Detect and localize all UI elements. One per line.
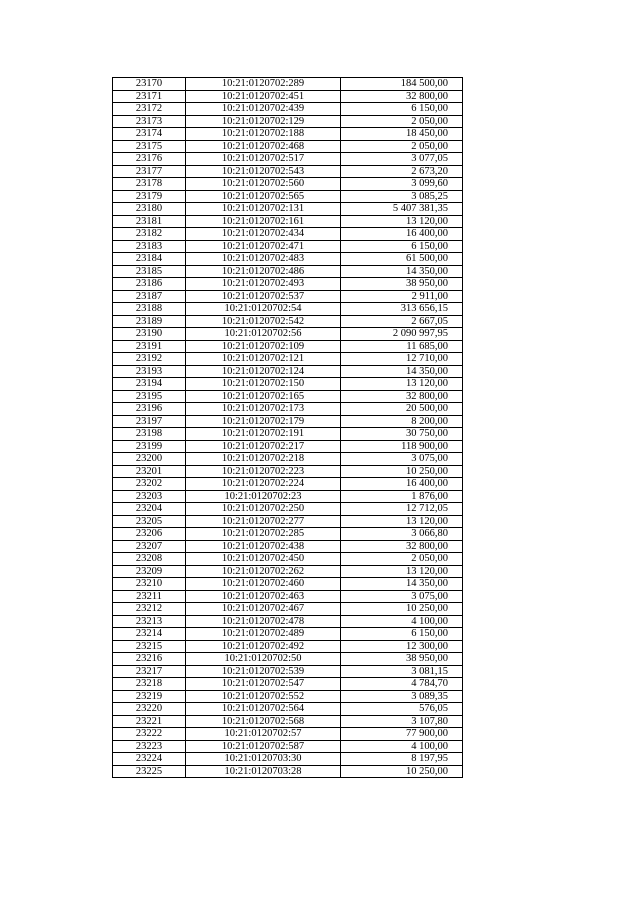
table-row xyxy=(113,703,463,716)
cadastral-number-cell: 10:21:0120702:57 xyxy=(186,728,341,741)
table-row xyxy=(113,78,463,91)
row-number-cell: 23197 xyxy=(113,415,186,428)
amount-cell: 2 050,00 xyxy=(341,553,463,566)
table-row xyxy=(113,103,463,116)
table-row xyxy=(113,90,463,103)
cadastral-number-cell: 10:21:0120702:150 xyxy=(186,378,341,391)
row-number-cell: 23204 xyxy=(113,503,186,516)
amount-cell: 1 876,00 xyxy=(341,490,463,503)
cadastral-number-cell: 10:21:0120702:434 xyxy=(186,228,341,241)
row-number-cell: 23222 xyxy=(113,728,186,741)
row-number-cell: 23215 xyxy=(113,640,186,653)
amount-cell: 3 066,80 xyxy=(341,528,463,541)
table-row xyxy=(113,128,463,141)
cadastral-number-cell: 10:21:0120702:451 xyxy=(186,90,341,103)
cadastral-number-cell: 10:21:0120702:478 xyxy=(186,615,341,628)
table-row xyxy=(113,428,463,441)
amount-cell: 8 197,95 xyxy=(341,753,463,766)
table-row xyxy=(113,165,463,178)
cadastral-number-cell: 10:21:0120702:50 xyxy=(186,653,341,666)
amount-cell: 12 712,05 xyxy=(341,503,463,516)
table-row xyxy=(113,465,463,478)
amount-cell: 2 050,00 xyxy=(341,140,463,153)
table-row xyxy=(113,590,463,603)
amount-cell: 13 120,00 xyxy=(341,565,463,578)
row-number-cell: 23200 xyxy=(113,453,186,466)
cadastral-number-cell: 10:21:0120702:109 xyxy=(186,340,341,353)
row-number-cell: 23194 xyxy=(113,378,186,391)
cadastral-number-cell: 10:21:0120702:463 xyxy=(186,590,341,603)
cadastral-number-cell: 10:21:0120702:439 xyxy=(186,103,341,116)
cadastral-number-cell: 10:21:0120702:224 xyxy=(186,478,341,491)
row-number-cell: 23189 xyxy=(113,315,186,328)
cadastral-number-cell: 10:21:0120702:552 xyxy=(186,690,341,703)
cadastral-number-cell: 10:21:0120702:539 xyxy=(186,665,341,678)
amount-cell: 4 784,70 xyxy=(341,678,463,691)
amount-cell: 3 077,05 xyxy=(341,153,463,166)
cadastral-number-cell: 10:21:0120702:587 xyxy=(186,740,341,753)
table-row xyxy=(113,615,463,628)
table-row xyxy=(113,765,463,778)
row-number-cell: 23214 xyxy=(113,628,186,641)
amount-cell: 3 107,80 xyxy=(341,715,463,728)
row-number-cell: 23205 xyxy=(113,515,186,528)
amount-cell: 4 100,00 xyxy=(341,740,463,753)
row-number-cell: 23186 xyxy=(113,278,186,291)
cadastral-number-cell: 10:21:0120702:129 xyxy=(186,115,341,128)
cadastral-number-cell: 10:21:0120702:547 xyxy=(186,678,341,691)
row-number-cell: 23216 xyxy=(113,653,186,666)
cadastral-number-cell: 10:21:0120702:467 xyxy=(186,603,341,616)
cadastral-number-cell: 10:21:0120703:30 xyxy=(186,753,341,766)
amount-cell: 32 800,00 xyxy=(341,390,463,403)
row-number-cell: 23217 xyxy=(113,665,186,678)
table-body xyxy=(113,78,463,778)
amount-cell: 8 200,00 xyxy=(341,415,463,428)
table-row xyxy=(113,303,463,316)
data-table xyxy=(112,77,463,778)
cadastral-number-cell: 10:21:0120702:23 xyxy=(186,490,341,503)
amount-cell: 10 250,00 xyxy=(341,603,463,616)
row-number-cell: 23223 xyxy=(113,740,186,753)
table-row xyxy=(113,578,463,591)
table-row xyxy=(113,365,463,378)
row-number-cell: 23218 xyxy=(113,678,186,691)
amount-cell: 20 500,00 xyxy=(341,403,463,416)
row-number-cell: 23192 xyxy=(113,353,186,366)
amount-cell: 38 950,00 xyxy=(341,278,463,291)
cadastral-number-cell: 10:21:0120702:54 xyxy=(186,303,341,316)
row-number-cell: 23181 xyxy=(113,215,186,228)
amount-cell: 13 120,00 xyxy=(341,378,463,391)
row-number-cell: 23206 xyxy=(113,528,186,541)
cadastral-number-cell: 10:21:0120702:460 xyxy=(186,578,341,591)
amount-cell: 13 120,00 xyxy=(341,215,463,228)
row-number-cell: 23172 xyxy=(113,103,186,116)
amount-cell: 18 450,00 xyxy=(341,128,463,141)
cadastral-number-cell: 10:21:0120702:450 xyxy=(186,553,341,566)
table-row xyxy=(113,640,463,653)
cadastral-number-cell: 10:21:0120702:537 xyxy=(186,290,341,303)
row-number-cell: 23188 xyxy=(113,303,186,316)
amount-cell: 32 800,00 xyxy=(341,540,463,553)
table-row xyxy=(113,665,463,678)
row-number-cell: 23195 xyxy=(113,390,186,403)
cadastral-number-cell: 10:21:0120702:161 xyxy=(186,215,341,228)
table-row xyxy=(113,528,463,541)
amount-cell: 3 089,35 xyxy=(341,690,463,703)
table-row xyxy=(113,278,463,291)
table-row xyxy=(113,265,463,278)
cadastral-number-cell: 10:21:0120702:560 xyxy=(186,178,341,191)
amount-cell: 12 300,00 xyxy=(341,640,463,653)
amount-cell: 11 685,00 xyxy=(341,340,463,353)
row-number-cell: 23212 xyxy=(113,603,186,616)
row-number-cell: 23213 xyxy=(113,615,186,628)
row-number-cell: 23174 xyxy=(113,128,186,141)
table-row xyxy=(113,353,463,366)
row-number-cell: 23177 xyxy=(113,165,186,178)
cadastral-number-cell: 10:21:0120702:489 xyxy=(186,628,341,641)
cadastral-number-cell: 10:21:0120702:438 xyxy=(186,540,341,553)
cadastral-number-cell: 10:21:0120702:564 xyxy=(186,703,341,716)
table-row xyxy=(113,653,463,666)
amount-cell: 2 090 997,95 xyxy=(341,328,463,341)
amount-cell: 5 407 381,35 xyxy=(341,203,463,216)
table-row xyxy=(113,678,463,691)
row-number-cell: 23178 xyxy=(113,178,186,191)
table-row xyxy=(113,715,463,728)
amount-cell: 10 250,00 xyxy=(341,465,463,478)
cadastral-number-cell: 10:21:0120702:285 xyxy=(186,528,341,541)
row-number-cell: 23190 xyxy=(113,328,186,341)
cadastral-number-cell: 10:21:0120702:468 xyxy=(186,140,341,153)
cadastral-number-cell: 10:21:0120702:565 xyxy=(186,190,341,203)
amount-cell: 12 710,00 xyxy=(341,353,463,366)
amount-cell: 2 050,00 xyxy=(341,115,463,128)
amount-cell: 14 350,00 xyxy=(341,265,463,278)
row-number-cell: 23207 xyxy=(113,540,186,553)
cadastral-number-cell: 10:21:0120702:483 xyxy=(186,253,341,266)
cadastral-number-cell: 10:21:0120702:56 xyxy=(186,328,341,341)
amount-cell: 14 350,00 xyxy=(341,365,463,378)
table-row xyxy=(113,628,463,641)
table-row xyxy=(113,240,463,253)
cadastral-number-cell: 10:21:0120702:124 xyxy=(186,365,341,378)
cadastral-number-cell: 10:21:0120702:250 xyxy=(186,503,341,516)
table-row xyxy=(113,690,463,703)
cadastral-number-cell: 10:21:0120702:542 xyxy=(186,315,341,328)
row-number-cell: 23220 xyxy=(113,703,186,716)
row-number-cell: 23219 xyxy=(113,690,186,703)
cadastral-number-cell: 10:21:0120702:289 xyxy=(186,78,341,91)
amount-cell: 4 100,00 xyxy=(341,615,463,628)
table-row xyxy=(113,115,463,128)
table-row xyxy=(113,328,463,341)
cadastral-number-cell: 10:21:0120703:28 xyxy=(186,765,341,778)
cadastral-number-cell: 10:21:0120702:217 xyxy=(186,440,341,453)
row-number-cell: 23224 xyxy=(113,753,186,766)
amount-cell: 6 150,00 xyxy=(341,240,463,253)
cadastral-number-cell: 10:21:0120702:191 xyxy=(186,428,341,441)
table-row xyxy=(113,290,463,303)
row-number-cell: 23198 xyxy=(113,428,186,441)
row-number-cell: 23203 xyxy=(113,490,186,503)
amount-cell: 184 500,00 xyxy=(341,78,463,91)
row-number-cell: 23180 xyxy=(113,203,186,216)
table-row xyxy=(113,478,463,491)
amount-cell: 3 085,25 xyxy=(341,190,463,203)
row-number-cell: 23171 xyxy=(113,90,186,103)
table-row xyxy=(113,215,463,228)
row-number-cell: 23225 xyxy=(113,765,186,778)
cadastral-number-cell: 10:21:0120702:121 xyxy=(186,353,341,366)
amount-cell: 2 911,00 xyxy=(341,290,463,303)
row-number-cell: 23209 xyxy=(113,565,186,578)
row-number-cell: 23211 xyxy=(113,590,186,603)
row-number-cell: 23183 xyxy=(113,240,186,253)
cadastral-number-cell: 10:21:0120702:131 xyxy=(186,203,341,216)
row-number-cell: 23193 xyxy=(113,365,186,378)
row-number-cell: 23210 xyxy=(113,578,186,591)
amount-cell: 13 120,00 xyxy=(341,515,463,528)
amount-cell: 6 150,00 xyxy=(341,628,463,641)
row-number-cell: 23173 xyxy=(113,115,186,128)
row-number-cell: 23175 xyxy=(113,140,186,153)
cadastral-number-cell: 10:21:0120702:277 xyxy=(186,515,341,528)
cadastral-number-cell: 10:21:0120702:179 xyxy=(186,415,341,428)
cadastral-number-cell: 10:21:0120702:173 xyxy=(186,403,341,416)
row-number-cell: 23187 xyxy=(113,290,186,303)
cadastral-number-cell: 10:21:0120702:543 xyxy=(186,165,341,178)
cadastral-number-cell: 10:21:0120702:492 xyxy=(186,640,341,653)
table-row xyxy=(113,153,463,166)
table-row xyxy=(113,315,463,328)
amount-cell: 3 081,15 xyxy=(341,665,463,678)
cadastral-number-cell: 10:21:0120702:493 xyxy=(186,278,341,291)
amount-cell: 32 800,00 xyxy=(341,90,463,103)
table-row xyxy=(113,503,463,516)
amount-cell: 16 400,00 xyxy=(341,478,463,491)
table-row xyxy=(113,440,463,453)
amount-cell: 3 075,00 xyxy=(341,590,463,603)
amount-cell: 3 075,00 xyxy=(341,453,463,466)
table-row xyxy=(113,140,463,153)
row-number-cell: 23185 xyxy=(113,265,186,278)
amount-cell: 2 673,20 xyxy=(341,165,463,178)
amount-cell: 77 900,00 xyxy=(341,728,463,741)
row-number-cell: 23221 xyxy=(113,715,186,728)
row-number-cell: 23199 xyxy=(113,440,186,453)
table-row xyxy=(113,603,463,616)
table-row xyxy=(113,740,463,753)
amount-cell: 16 400,00 xyxy=(341,228,463,241)
amount-cell: 6 150,00 xyxy=(341,103,463,116)
row-number-cell: 23179 xyxy=(113,190,186,203)
row-number-cell: 23201 xyxy=(113,465,186,478)
table-row xyxy=(113,203,463,216)
row-number-cell: 23191 xyxy=(113,340,186,353)
table-row xyxy=(113,490,463,503)
cadastral-number-cell: 10:21:0120702:517 xyxy=(186,153,341,166)
cadastral-number-cell: 10:21:0120702:486 xyxy=(186,265,341,278)
row-number-cell: 23170 xyxy=(113,78,186,91)
table-row xyxy=(113,565,463,578)
row-number-cell: 23182 xyxy=(113,228,186,241)
row-number-cell: 23196 xyxy=(113,403,186,416)
table-row xyxy=(113,728,463,741)
table-row xyxy=(113,515,463,528)
cadastral-number-cell: 10:21:0120702:471 xyxy=(186,240,341,253)
amount-cell: 14 350,00 xyxy=(341,578,463,591)
table-row xyxy=(113,390,463,403)
table-row xyxy=(113,753,463,766)
row-number-cell: 23202 xyxy=(113,478,186,491)
cadastral-number-cell: 10:21:0120702:188 xyxy=(186,128,341,141)
row-number-cell: 23176 xyxy=(113,153,186,166)
amount-cell: 61 500,00 xyxy=(341,253,463,266)
table-row xyxy=(113,415,463,428)
amount-cell: 38 950,00 xyxy=(341,653,463,666)
amount-cell: 3 099,60 xyxy=(341,178,463,191)
amount-cell: 30 750,00 xyxy=(341,428,463,441)
cadastral-number-cell: 10:21:0120702:165 xyxy=(186,390,341,403)
table-row xyxy=(113,403,463,416)
amount-cell: 118 900,00 xyxy=(341,440,463,453)
table-row xyxy=(113,553,463,566)
table-row xyxy=(113,253,463,266)
table-row xyxy=(113,453,463,466)
row-number-cell: 23208 xyxy=(113,553,186,566)
table-row xyxy=(113,190,463,203)
cadastral-number-cell: 10:21:0120702:262 xyxy=(186,565,341,578)
table-row xyxy=(113,378,463,391)
amount-cell: 2 667,05 xyxy=(341,315,463,328)
table-row xyxy=(113,228,463,241)
cadastral-number-cell: 10:21:0120702:568 xyxy=(186,715,341,728)
row-number-cell: 23184 xyxy=(113,253,186,266)
table-row xyxy=(113,540,463,553)
amount-cell: 313 656,15 xyxy=(341,303,463,316)
amount-cell: 10 250,00 xyxy=(341,765,463,778)
cadastral-number-cell: 10:21:0120702:218 xyxy=(186,453,341,466)
table-row xyxy=(113,178,463,191)
table-row xyxy=(113,340,463,353)
cadastral-number-cell: 10:21:0120702:223 xyxy=(186,465,341,478)
amount-cell: 576,05 xyxy=(341,703,463,716)
